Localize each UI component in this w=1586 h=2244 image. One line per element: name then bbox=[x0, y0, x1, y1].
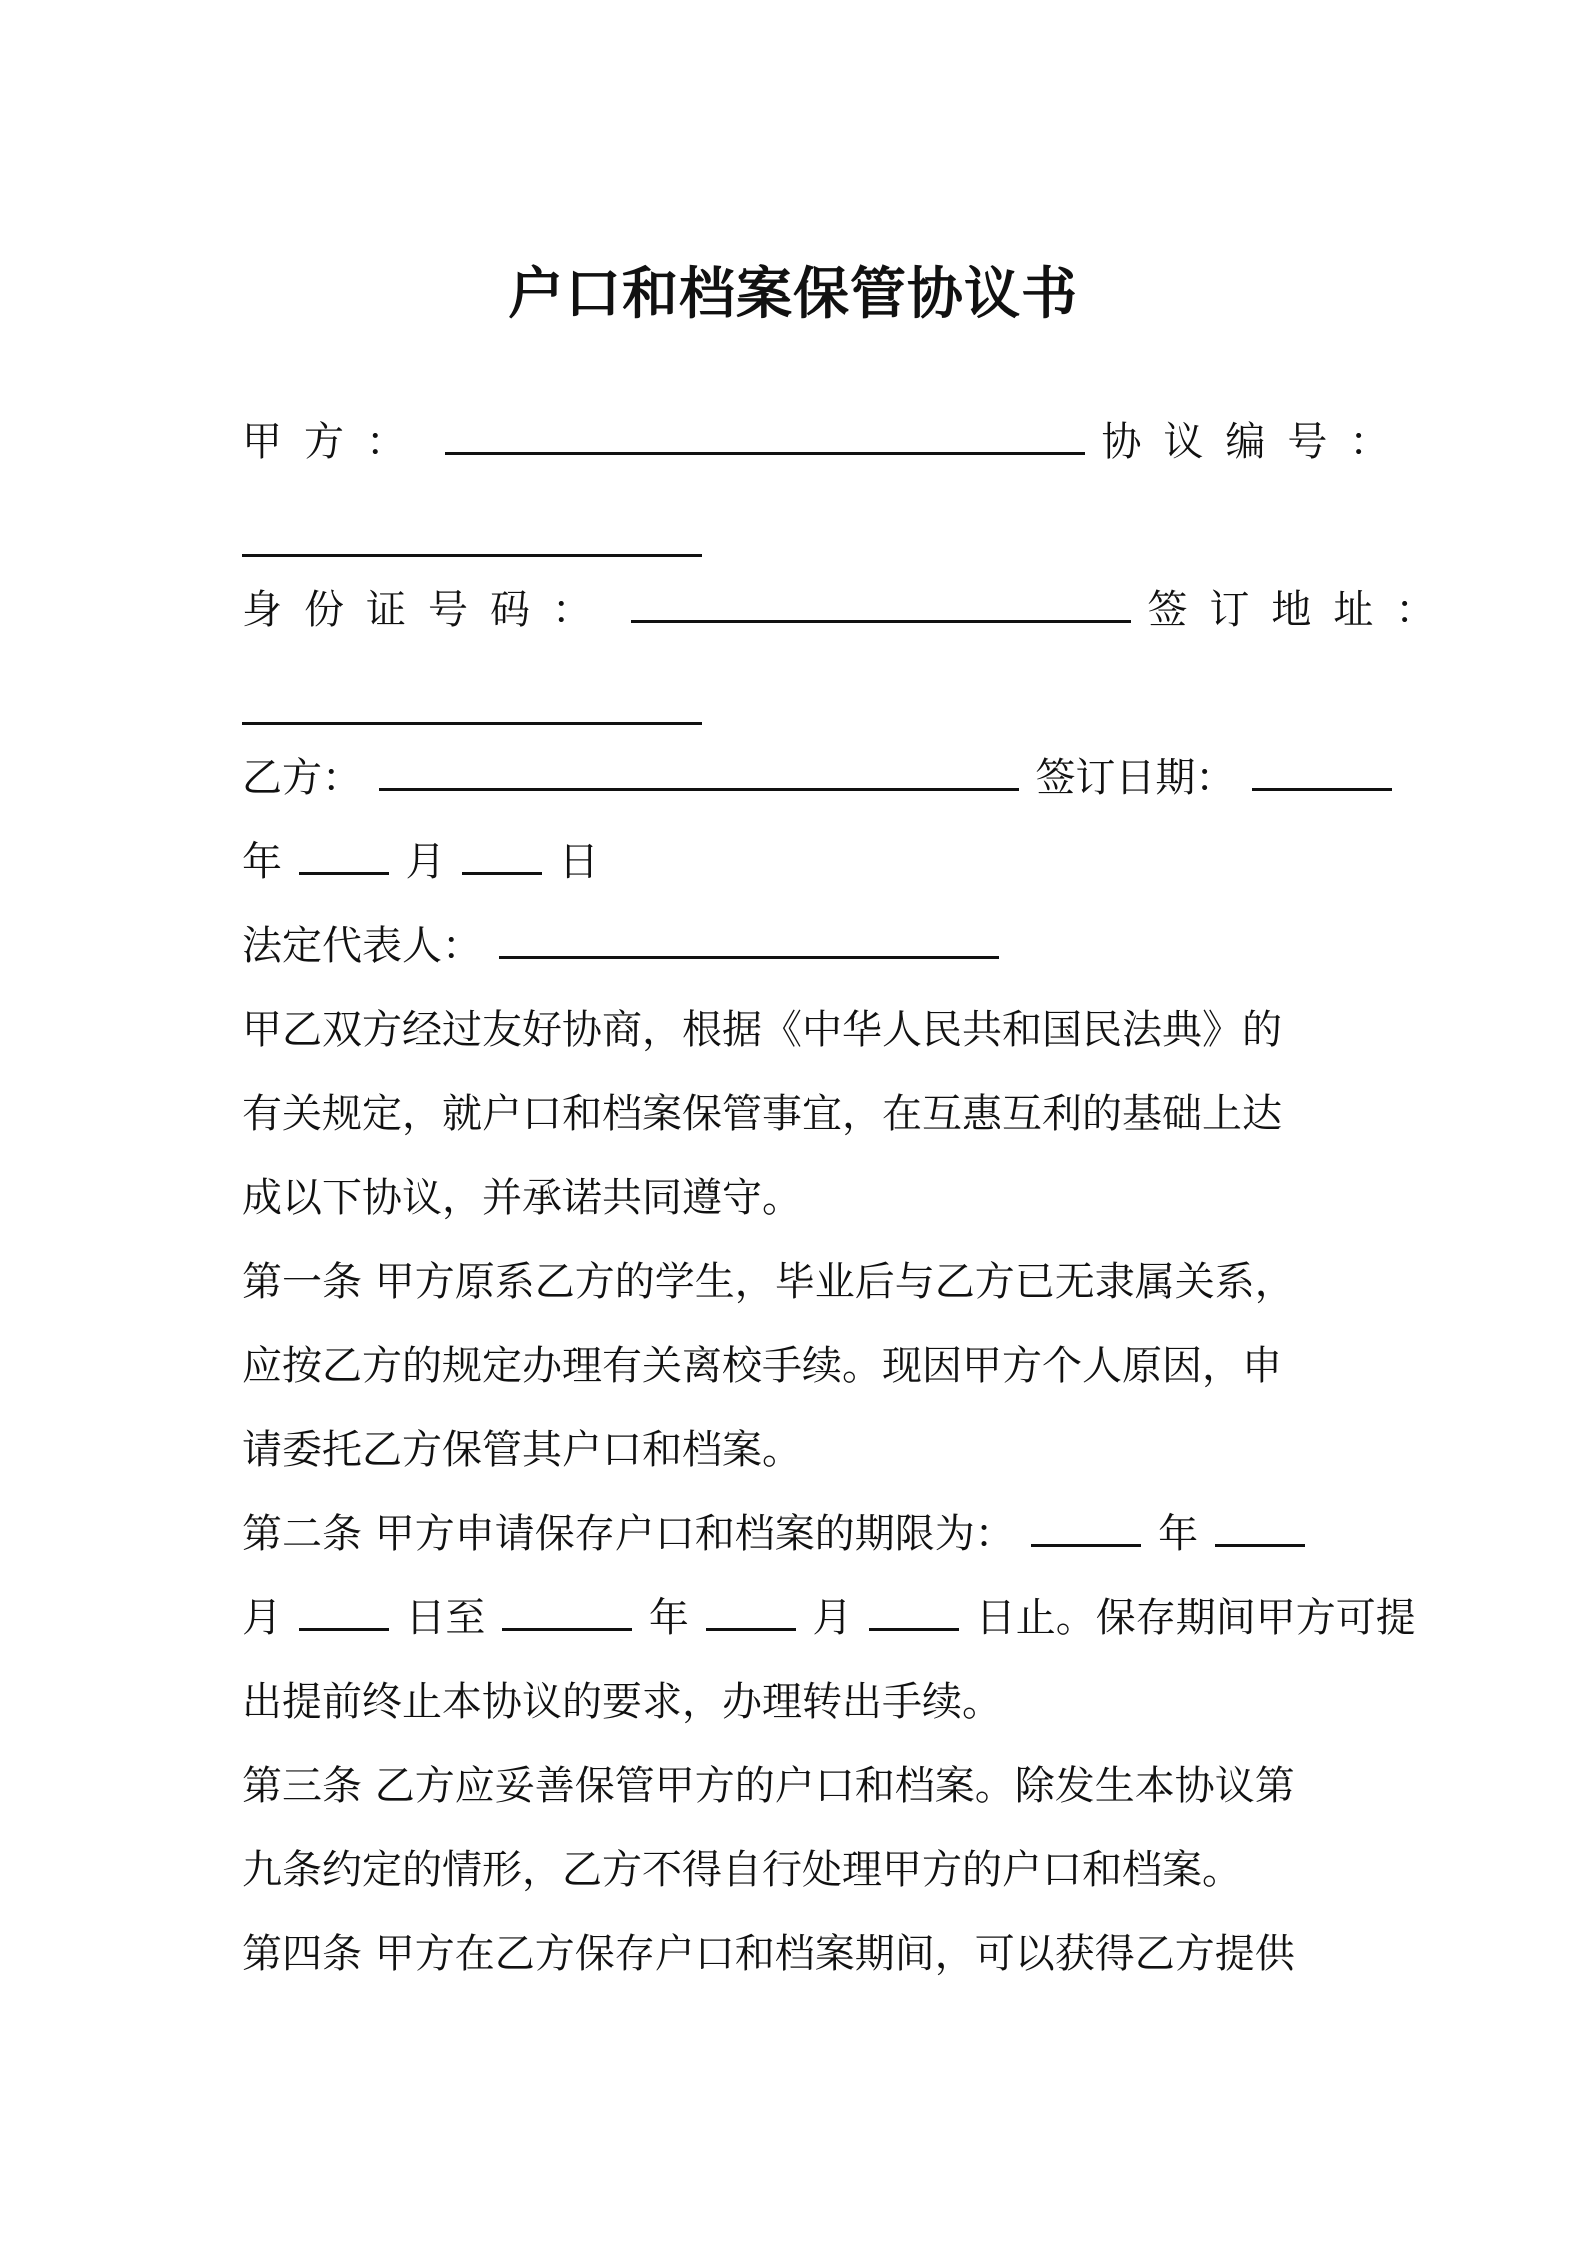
article-1-line-2: 应按乙方的规定办理有关离校手续。现因甲方个人原因，申 bbox=[242, 1343, 1282, 1389]
agreement-no-blank[interactable] bbox=[242, 554, 702, 557]
id-number-row bbox=[242, 580, 1458, 640]
id-number-label: 身份证号码： bbox=[242, 587, 614, 633]
legal-rep-label: 法定代表人： bbox=[242, 923, 482, 969]
party-a-label: 甲方： bbox=[242, 419, 428, 465]
term-start-month-blank[interactable] bbox=[1215, 1504, 1305, 1547]
sign-address-label: 签订地址： bbox=[1147, 587, 1458, 633]
party-a-blank[interactable] bbox=[445, 412, 1085, 455]
term-end-month-blank[interactable] bbox=[706, 1588, 796, 1631]
document-title: 户口和档案保管协议书 bbox=[508, 262, 1078, 327]
intro-line-1: 甲乙双方经过友好协商，根据《中华人民共和国民法典》的 bbox=[242, 1007, 1282, 1053]
day-label: 日 bbox=[558, 839, 599, 885]
sign-date-row bbox=[242, 832, 1352, 892]
party-b-label: 乙方： bbox=[242, 755, 362, 801]
article-1-line-1: 第一条 甲方原系乙方的学生，毕业后与乙方已无隶属关系， bbox=[242, 1259, 1295, 1305]
article-2-line-1 bbox=[242, 1504, 1352, 1564]
term-start-day-blank[interactable] bbox=[299, 1588, 389, 1631]
year-label: 年 bbox=[242, 839, 282, 885]
legal-rep-row bbox=[242, 916, 1352, 976]
legal-rep-blank[interactable] bbox=[499, 916, 999, 959]
sign-address-blank[interactable] bbox=[242, 722, 702, 725]
term-year-label: 年 bbox=[1158, 1511, 1199, 1557]
term-start-year-blank[interactable] bbox=[1031, 1504, 1141, 1547]
article-2-line-3: 出提前终止本协议的要求，办理转出手续。 bbox=[242, 1679, 1002, 1725]
month-blank[interactable] bbox=[299, 832, 389, 875]
agreement-no-label: 协议编号： bbox=[1101, 419, 1412, 465]
article-1-line-3: 请委托乙方保管其户口和档案。 bbox=[242, 1427, 802, 1473]
article-2-line-2 bbox=[242, 1588, 1416, 1648]
party-b-row bbox=[242, 748, 1352, 808]
article-2-text: 第二条 甲方申请保存户口和档案的期限为： bbox=[242, 1511, 1015, 1557]
day-blank[interactable] bbox=[462, 832, 542, 875]
term-end-year-blank[interactable] bbox=[502, 1588, 632, 1631]
party-a-row bbox=[242, 412, 1412, 472]
month-label: 月 bbox=[405, 839, 446, 885]
article-4-line-1: 第四条 甲方在乙方保存户口和档案期间，可以获得乙方提供 bbox=[242, 1931, 1295, 1977]
sign-date-label: 签订日期： bbox=[1035, 755, 1236, 801]
article-2-tail: 日止。保存期间甲方可提 bbox=[975, 1595, 1416, 1641]
intro-line-2: 有关规定，就户口和档案保管事宜，在互惠互利的基础上达 bbox=[242, 1091, 1282, 1137]
term-month-label: 月 bbox=[242, 1595, 282, 1641]
term-year2-label: 年 bbox=[648, 1595, 689, 1641]
party-b-blank[interactable] bbox=[379, 748, 1019, 791]
term-end-day-blank[interactable] bbox=[869, 1588, 959, 1631]
article-3-line-2: 九条约定的情形，乙方不得自行处理甲方的户口和档案。 bbox=[242, 1847, 1242, 1893]
article-3-line-1: 第三条 乙方应妥善保管甲方的户口和档案。除发生本协议第 bbox=[242, 1763, 1295, 1809]
intro-line-3: 成以下协议，并承诺共同遵守。 bbox=[242, 1175, 802, 1221]
id-number-blank[interactable] bbox=[631, 580, 1131, 623]
term-month2-label: 月 bbox=[812, 1595, 853, 1641]
term-day-to-label: 日至 bbox=[405, 1595, 486, 1641]
sign-date-year-blank[interactable] bbox=[1252, 748, 1392, 791]
